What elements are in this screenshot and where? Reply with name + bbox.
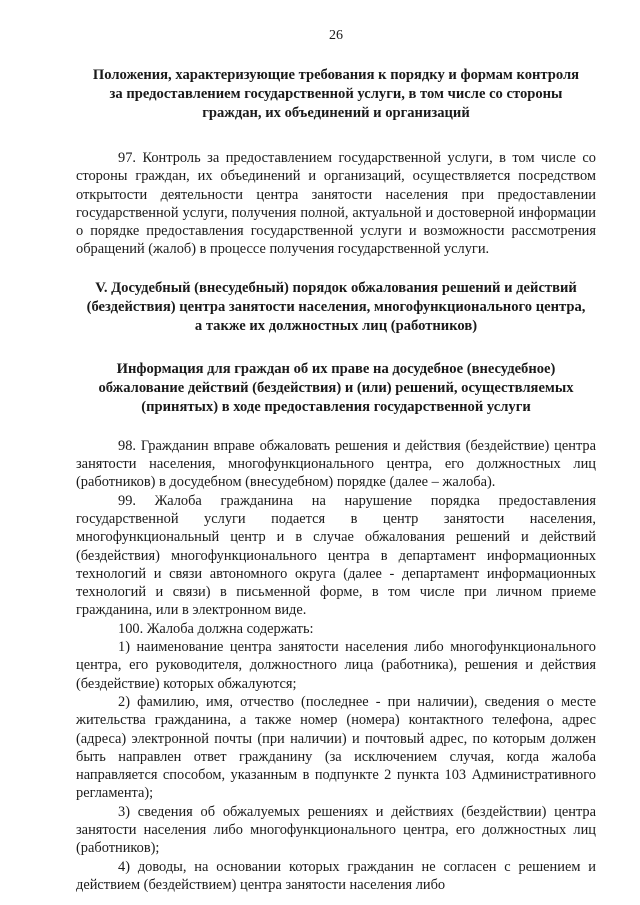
heading-line: (принятых) в ходе предоставления государственной услуги <box>141 398 531 415</box>
list-item-4: 4) доводы, на основании которых гражданин не согласен с решением и действием (бездействием) центра занятости населения либо <box>76 858 596 893</box>
heading-line: (бездействия) центра занятости населения, многофункционального центра, <box>86 298 586 315</box>
heading-line: обжалование действий (бездействия) и (или) решений, осуществляемых <box>98 379 574 396</box>
paragraph-99: 99. Жалоба гражданина на нарушение порядка предоставления государственной услуги подается в центр занятости населения, многофункциональный центр и в случае обжалования решений и действий (бездействия) многофункционального центра в департамент информационных технологий и связи автономного округа (далее - департамент информационных технологий и связи) в письменной форме, в том числе при личном приеме гражданина, или в электронном виде. <box>76 492 596 619</box>
section-heading-control <box>76 66 596 123</box>
list-item-1: 1) наименование центра занятости населения либо многофункционального центра, его руководителя, должностного лица (работника), решения и действия (бездействие) которых обжалуются; <box>76 639 596 692</box>
subsection-heading-info <box>76 360 596 417</box>
heading-line: а также их должностных лиц (работников) <box>194 317 478 334</box>
paragraph-98: 98. Гражданин вправе обжаловать решения и действия (бездействие) центра занятости населения, многофункционального центра, его должностных лиц (работников) в досудебном (внесудебном) порядке (далее – жалоба). <box>76 437 596 491</box>
heading-line: Информация для граждан об их праве на досудебное (внесудебное) <box>116 360 556 377</box>
paragraph-100: 100. Жалоба должна содержать: <box>118 620 314 637</box>
list-item-2: 2) фамилию, имя, отчество (последнее - при наличии), сведения о месте жительства гражданина, а также номер (номера) контактного телефона, адрес (адреса) электронной почты (при наличии) и почтовый адрес, по которым должен быть направлен ответ гражданину (за исключением случая, когда жалоба направляется способом, указанным в подпункте 2 пункта 103 Административного регламента); <box>76 693 596 802</box>
paragraph-97: 97. Контроль за предоставлением государственной услуги, в том числе со стороны граждан, их объединений и организаций, осуществляется посредством открытости деятельности центра занятости населения при предоставлении государственной услуги, получения полной, актуальной и достоверной информации о порядке предоставления государственной услуги и возможности рассмотрения обращений (жалоб) в процессе получения государственной услуги. <box>76 150 596 258</box>
list-item-3: 3) сведения об обжалуемых решениях и действиях (бездействии) центра занятости населения либо многофункционального центра, его должностных лиц (работников); <box>76 803 596 857</box>
section-heading-v <box>76 279 596 336</box>
heading-line: Положения, характеризующие требования к порядку и формам контроля <box>92 67 580 83</box>
heading-line: граждан, их объединений и организаций <box>202 105 470 121</box>
heading-line: за предоставлением государственной услуги, в том числе со стороны <box>109 86 563 102</box>
heading-line: V. Досудебный (внесудебный) порядок обжалования решений и действий <box>95 279 577 296</box>
page-number: 26 <box>329 28 343 43</box>
